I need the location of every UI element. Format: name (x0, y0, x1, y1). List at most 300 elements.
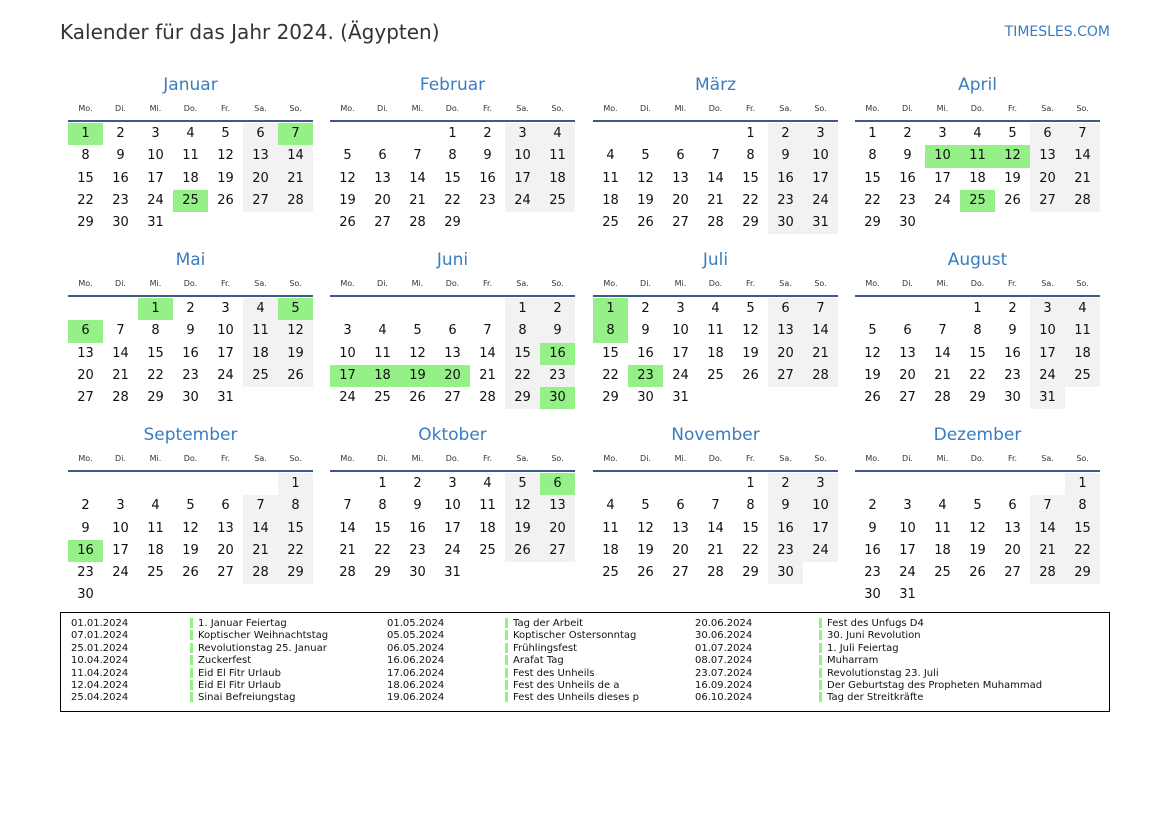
day-cell[interactable]: 13 (672, 170, 689, 186)
day-cell[interactable]: 29 (864, 215, 881, 231)
holiday-day[interactable]: 16 (540, 343, 575, 365)
day-cell[interactable]: 15 (505, 343, 540, 365)
day-cell[interactable]: 22 (374, 542, 391, 558)
day-cell[interactable]: 8 (746, 498, 755, 514)
day-cell[interactable]: 2 (186, 301, 195, 316)
day-cell[interactable]: 11 (934, 520, 951, 536)
day-cell[interactable]: 25 (243, 365, 278, 387)
day-cell[interactable]: 20 (899, 367, 916, 383)
day-cell[interactable]: 7 (1030, 495, 1065, 517)
day-cell[interactable]: 3 (343, 323, 352, 339)
day-cell[interactable]: 5 (343, 148, 352, 164)
day-cell[interactable]: 15 (969, 345, 986, 361)
day-cell[interactable]: 26 (637, 215, 654, 231)
day-cell[interactable]: 13 (1004, 520, 1021, 536)
day-cell[interactable]: 6 (1008, 498, 1017, 514)
day-cell[interactable]: 21 (1065, 168, 1100, 190)
day-cell[interactable]: 25 (707, 367, 724, 383)
day-cell[interactable]: 23 (112, 192, 129, 208)
day-cell[interactable]: 2 (540, 298, 575, 320)
day-cell[interactable]: 24 (899, 565, 916, 581)
day-cell[interactable]: 27 (374, 215, 391, 231)
day-cell[interactable]: 21 (1030, 540, 1065, 562)
day-cell[interactable]: 11 (479, 498, 496, 514)
day-cell[interactable]: 4 (483, 476, 492, 491)
day-cell[interactable]: 24 (803, 190, 838, 212)
day-cell[interactable]: 25 (479, 542, 496, 558)
day-cell[interactable]: 4 (973, 126, 982, 141)
day-cell[interactable]: 28 (409, 215, 426, 231)
day-cell[interactable]: 20 (672, 542, 689, 558)
holiday-day[interactable]: 25 (173, 190, 208, 212)
day-cell[interactable]: 2 (768, 123, 803, 145)
day-cell[interactable]: 8 (151, 323, 160, 339)
day-cell[interactable]: 31 (217, 390, 234, 406)
day-cell[interactable]: 30 (768, 562, 803, 584)
day-cell[interactable]: 26 (1004, 192, 1021, 208)
day-cell[interactable]: 29 (742, 565, 759, 581)
holiday-day[interactable]: 7 (278, 123, 313, 145)
day-cell[interactable]: 26 (969, 565, 986, 581)
day-cell[interactable]: 7 (803, 298, 838, 320)
day-cell[interactable]: 17 (899, 542, 916, 558)
day-cell[interactable]: 5 (186, 498, 195, 514)
day-cell[interactable]: 23 (899, 192, 916, 208)
day-cell[interactable]: 9 (116, 148, 125, 164)
day-cell[interactable]: 11 (602, 170, 619, 186)
day-cell[interactable]: 24 (672, 367, 689, 383)
day-cell[interactable]: 3 (903, 498, 912, 514)
day-cell[interactable]: 5 (1008, 126, 1017, 141)
day-cell[interactable]: 22 (278, 540, 313, 562)
day-cell[interactable]: 3 (448, 476, 457, 491)
day-cell[interactable]: 3 (803, 473, 838, 495)
day-cell[interactable]: 2 (1008, 301, 1017, 316)
day-cell[interactable]: 23 (182, 367, 199, 383)
day-cell[interactable]: 14 (339, 520, 356, 536)
day-cell[interactable]: 14 (707, 170, 724, 186)
day-cell[interactable]: 11 (243, 320, 278, 342)
day-cell[interactable]: 11 (182, 148, 199, 164)
day-cell[interactable]: 30 (112, 215, 129, 231)
day-cell[interactable]: 30 (768, 212, 803, 234)
day-cell[interactable]: 3 (221, 301, 230, 316)
day-cell[interactable]: 23 (768, 190, 803, 212)
day-cell[interactable]: 22 (602, 367, 619, 383)
day-cell[interactable]: 26 (182, 565, 199, 581)
day-cell[interactable]: 19 (182, 542, 199, 558)
day-cell[interactable]: 22 (444, 192, 461, 208)
day-cell[interactable]: 5 (505, 473, 540, 495)
day-cell[interactable]: 5 (221, 126, 230, 141)
day-cell[interactable]: 9 (483, 148, 492, 164)
day-cell[interactable]: 31 (147, 215, 164, 231)
holiday-day[interactable]: 23 (628, 365, 663, 387)
day-cell[interactable]: 14 (278, 145, 313, 167)
day-cell[interactable]: 27 (77, 390, 94, 406)
holiday-day[interactable]: 1 (138, 298, 173, 320)
day-cell[interactable]: 6 (903, 323, 912, 339)
day-cell[interactable]: 21 (479, 367, 496, 383)
day-cell[interactable]: 29 (1065, 562, 1100, 584)
day-cell[interactable]: 24 (339, 390, 356, 406)
day-cell[interactable]: 23 (479, 192, 496, 208)
day-cell[interactable]: 30 (637, 390, 654, 406)
day-cell[interactable]: 18 (707, 345, 724, 361)
day-cell[interactable]: 18 (1065, 343, 1100, 365)
day-cell[interactable]: 16 (409, 520, 426, 536)
day-cell[interactable]: 22 (864, 192, 881, 208)
day-cell[interactable]: 15 (77, 170, 94, 186)
day-cell[interactable]: 13 (217, 520, 234, 536)
day-cell[interactable]: 7 (243, 495, 278, 517)
day-cell[interactable]: 21 (707, 542, 724, 558)
day-cell[interactable]: 19 (637, 192, 654, 208)
day-cell[interactable]: 19 (278, 343, 313, 365)
day-cell[interactable]: 25 (1065, 365, 1100, 387)
day-cell[interactable]: 8 (278, 495, 313, 517)
day-cell[interactable]: 9 (186, 323, 195, 339)
day-cell[interactable]: 17 (505, 168, 540, 190)
day-cell[interactable]: 21 (803, 343, 838, 365)
day-cell[interactable]: 11 (147, 520, 164, 536)
day-cell[interactable]: 1 (868, 126, 877, 141)
day-cell[interactable]: 20 (77, 367, 94, 383)
day-cell[interactable]: 14 (1030, 518, 1065, 540)
day-cell[interactable]: 21 (112, 367, 129, 383)
day-cell[interactable]: 10 (444, 498, 461, 514)
day-cell[interactable]: 23 (768, 540, 803, 562)
day-cell[interactable]: 19 (637, 542, 654, 558)
day-cell[interactable]: 9 (641, 323, 650, 339)
day-cell[interactable]: 18 (243, 343, 278, 365)
day-cell[interactable]: 20 (217, 542, 234, 558)
day-cell[interactable]: 2 (903, 126, 912, 141)
day-cell[interactable]: 12 (969, 520, 986, 536)
day-cell[interactable]: 1 (278, 473, 313, 495)
day-cell[interactable]: 6 (448, 323, 457, 339)
day-cell[interactable]: 15 (278, 518, 313, 540)
day-cell[interactable]: 8 (81, 148, 90, 164)
day-cell[interactable]: 22 (969, 367, 986, 383)
day-cell[interactable]: 29 (444, 215, 461, 231)
day-cell[interactable]: 16 (479, 170, 496, 186)
day-cell[interactable]: 26 (409, 390, 426, 406)
day-cell[interactable]: 28 (707, 565, 724, 581)
day-cell[interactable]: 6 (676, 148, 685, 164)
day-cell[interactable]: 14 (934, 345, 951, 361)
day-cell[interactable]: 27 (672, 215, 689, 231)
day-cell[interactable]: 16 (768, 518, 803, 540)
day-cell[interactable]: 11 (602, 520, 619, 536)
day-cell[interactable]: 28 (934, 390, 951, 406)
day-cell[interactable]: 1 (1065, 473, 1100, 495)
day-cell[interactable]: 5 (641, 148, 650, 164)
day-cell[interactable]: 26 (278, 365, 313, 387)
day-cell[interactable]: 21 (934, 367, 951, 383)
day-cell[interactable]: 10 (339, 345, 356, 361)
day-cell[interactable]: 15 (1065, 518, 1100, 540)
day-cell[interactable]: 20 (672, 192, 689, 208)
day-cell[interactable]: 26 (217, 192, 234, 208)
day-cell[interactable]: 2 (483, 126, 492, 141)
day-cell[interactable]: 4 (1065, 298, 1100, 320)
day-cell[interactable]: 27 (444, 390, 461, 406)
day-cell[interactable]: 23 (409, 542, 426, 558)
day-cell[interactable]: 27 (217, 565, 234, 581)
holiday-day[interactable]: 12 (995, 145, 1030, 167)
day-cell[interactable]: 8 (973, 323, 982, 339)
day-cell[interactable]: 12 (505, 495, 540, 517)
day-cell[interactable]: 26 (505, 540, 540, 562)
day-cell[interactable]: 15 (147, 345, 164, 361)
day-cell[interactable]: 4 (151, 498, 160, 514)
day-cell[interactable]: 18 (602, 542, 619, 558)
day-cell[interactable]: 20 (243, 168, 278, 190)
day-cell[interactable]: 4 (938, 498, 947, 514)
day-cell[interactable]: 12 (637, 170, 654, 186)
day-cell[interactable]: 14 (112, 345, 129, 361)
day-cell[interactable]: 27 (1004, 565, 1021, 581)
day-cell[interactable]: 4 (606, 498, 615, 514)
day-cell[interactable]: 9 (540, 320, 575, 342)
day-cell[interactable]: 21 (707, 192, 724, 208)
day-cell[interactable]: 29 (742, 215, 759, 231)
day-cell[interactable]: 25 (374, 390, 391, 406)
day-cell[interactable]: 25 (602, 215, 619, 231)
day-cell[interactable]: 3 (505, 123, 540, 145)
day-cell[interactable]: 24 (1030, 365, 1065, 387)
day-cell[interactable]: 24 (803, 540, 838, 562)
day-cell[interactable]: 11 (1065, 320, 1100, 342)
day-cell[interactable]: 28 (803, 365, 838, 387)
day-cell[interactable]: 30 (864, 587, 881, 603)
day-cell[interactable]: 6 (243, 123, 278, 145)
day-cell[interactable]: 12 (278, 320, 313, 342)
day-cell[interactable]: 10 (505, 145, 540, 167)
holiday-day[interactable]: 11 (960, 145, 995, 167)
day-cell[interactable]: 17 (672, 345, 689, 361)
day-cell[interactable]: 21 (278, 168, 313, 190)
day-cell[interactable]: 2 (413, 476, 422, 491)
day-cell[interactable]: 17 (1030, 343, 1065, 365)
holiday-day[interactable]: 6 (540, 473, 575, 495)
day-cell[interactable]: 18 (479, 520, 496, 536)
day-cell[interactable]: 13 (243, 145, 278, 167)
day-cell[interactable]: 4 (378, 323, 387, 339)
day-cell[interactable]: 14 (243, 518, 278, 540)
day-cell[interactable]: 27 (899, 390, 916, 406)
day-cell[interactable]: 22 (77, 192, 94, 208)
day-cell[interactable]: 27 (768, 365, 803, 387)
day-cell[interactable]: 19 (339, 192, 356, 208)
day-cell[interactable]: 20 (1030, 168, 1065, 190)
day-cell[interactable]: 31 (1030, 387, 1065, 409)
day-cell[interactable]: 16 (637, 345, 654, 361)
holiday-day[interactable]: 17 (330, 365, 365, 387)
day-cell[interactable]: 16 (182, 345, 199, 361)
day-cell[interactable]: 7 (116, 323, 125, 339)
holiday-day[interactable]: 16 (68, 540, 103, 562)
day-cell[interactable]: 10 (217, 323, 234, 339)
holiday-day[interactable]: 10 (925, 145, 960, 167)
day-cell[interactable]: 14 (803, 320, 838, 342)
day-cell[interactable]: 25 (147, 565, 164, 581)
day-cell[interactable]: 8 (1065, 495, 1100, 517)
day-cell[interactable]: 22 (147, 367, 164, 383)
day-cell[interactable]: 16 (112, 170, 129, 186)
day-cell[interactable]: 1 (973, 301, 982, 316)
day-cell[interactable]: 31 (803, 212, 838, 234)
day-cell[interactable]: 21 (409, 192, 426, 208)
day-cell[interactable]: 28 (278, 190, 313, 212)
day-cell[interactable]: 9 (768, 145, 803, 167)
day-cell[interactable]: 6 (1030, 123, 1065, 145)
day-cell[interactable]: 2 (641, 301, 650, 316)
holiday-day[interactable]: 1 (593, 298, 628, 320)
day-cell[interactable]: 12 (864, 345, 881, 361)
day-cell[interactable]: 15 (444, 170, 461, 186)
day-cell[interactable]: 17 (217, 345, 234, 361)
day-cell[interactable]: 30 (899, 215, 916, 231)
day-cell[interactable]: 17 (147, 170, 164, 186)
day-cell[interactable]: 1 (378, 476, 387, 491)
day-cell[interactable]: 9 (413, 498, 422, 514)
day-cell[interactable]: 7 (1065, 123, 1100, 145)
day-cell[interactable]: 20 (768, 343, 803, 365)
day-cell[interactable]: 30 (182, 390, 199, 406)
day-cell[interactable]: 20 (540, 518, 575, 540)
day-cell[interactable]: 15 (602, 345, 619, 361)
day-cell[interactable]: 13 (899, 345, 916, 361)
day-cell[interactable]: 25 (602, 565, 619, 581)
day-cell[interactable]: 22 (742, 542, 759, 558)
holiday-day[interactable]: 5 (278, 298, 313, 320)
day-cell[interactable]: 17 (112, 542, 129, 558)
day-cell[interactable]: 7 (343, 498, 352, 514)
day-cell[interactable]: 1 (746, 476, 755, 491)
day-cell[interactable]: 8 (378, 498, 387, 514)
day-cell[interactable]: 4 (186, 126, 195, 141)
day-cell[interactable]: 24 (217, 367, 234, 383)
day-cell[interactable]: 3 (1030, 298, 1065, 320)
day-cell[interactable]: 11 (707, 323, 724, 339)
day-cell[interactable]: 12 (339, 170, 356, 186)
day-cell[interactable]: 13 (444, 345, 461, 361)
day-cell[interactable]: 28 (339, 565, 356, 581)
day-cell[interactable]: 23 (540, 365, 575, 387)
day-cell[interactable]: 3 (803, 123, 838, 145)
day-cell[interactable]: 4 (711, 301, 720, 316)
day-cell[interactable]: 27 (243, 190, 278, 212)
day-cell[interactable]: 6 (221, 498, 230, 514)
day-cell[interactable]: 3 (151, 126, 160, 141)
day-cell[interactable]: 16 (768, 168, 803, 190)
day-cell[interactable]: 28 (1030, 562, 1065, 584)
day-cell[interactable]: 19 (969, 542, 986, 558)
day-cell[interactable]: 3 (676, 301, 685, 316)
day-cell[interactable]: 9 (768, 495, 803, 517)
holiday-day[interactable]: 18 (365, 365, 400, 387)
day-cell[interactable]: 29 (602, 390, 619, 406)
day-cell[interactable]: 9 (868, 520, 877, 536)
day-cell[interactable]: 23 (864, 565, 881, 581)
day-cell[interactable]: 27 (1030, 190, 1065, 212)
day-cell[interactable]: 6 (676, 498, 685, 514)
day-cell[interactable]: 25 (540, 190, 575, 212)
day-cell[interactable]: 25 (934, 565, 951, 581)
day-cell[interactable]: 5 (413, 323, 422, 339)
day-cell[interactable]: 26 (742, 367, 759, 383)
day-cell[interactable]: 13 (1030, 145, 1065, 167)
day-cell[interactable]: 16 (1004, 345, 1021, 361)
day-cell[interactable]: 18 (182, 170, 199, 186)
day-cell[interactable]: 18 (969, 170, 986, 186)
day-cell[interactable]: 29 (969, 390, 986, 406)
day-cell[interactable]: 5 (973, 498, 982, 514)
day-cell[interactable]: 15 (742, 170, 759, 186)
day-cell[interactable]: 14 (409, 170, 426, 186)
day-cell[interactable]: 28 (1065, 190, 1100, 212)
day-cell[interactable]: 2 (768, 473, 803, 495)
day-cell[interactable]: 2 (868, 498, 877, 514)
day-cell[interactable]: 5 (746, 301, 755, 316)
day-cell[interactable]: 8 (746, 148, 755, 164)
day-cell[interactable]: 29 (77, 215, 94, 231)
day-cell[interactable]: 24 (934, 192, 951, 208)
day-cell[interactable]: 1 (448, 126, 457, 141)
day-cell[interactable]: 30 (1004, 390, 1021, 406)
day-cell[interactable]: 9 (81, 520, 90, 536)
day-cell[interactable]: 27 (672, 565, 689, 581)
day-cell[interactable]: 31 (444, 565, 461, 581)
day-cell[interactable]: 8 (505, 320, 540, 342)
day-cell[interactable]: 21 (243, 540, 278, 562)
day-cell[interactable]: 3 (116, 498, 125, 514)
day-cell[interactable]: 8 (448, 148, 457, 164)
day-cell[interactable]: 13 (672, 520, 689, 536)
day-cell[interactable]: 17 (803, 168, 838, 190)
holiday-day[interactable]: 30 (540, 387, 575, 409)
day-cell[interactable]: 7 (413, 148, 422, 164)
day-cell[interactable]: 18 (934, 542, 951, 558)
day-cell[interactable]: 10 (672, 323, 689, 339)
day-cell[interactable]: 30 (77, 587, 94, 603)
day-cell[interactable]: 2 (116, 126, 125, 141)
day-cell[interactable]: 13 (768, 320, 803, 342)
day-cell[interactable]: 10 (112, 520, 129, 536)
day-cell[interactable]: 5 (641, 498, 650, 514)
day-cell[interactable]: 24 (147, 192, 164, 208)
holiday-day[interactable]: 8 (593, 320, 628, 342)
day-cell[interactable]: 5 (868, 323, 877, 339)
day-cell[interactable]: 4 (606, 148, 615, 164)
day-cell[interactable]: 3 (938, 126, 947, 141)
day-cell[interactable]: 8 (868, 148, 877, 164)
day-cell[interactable]: 1 (746, 126, 755, 141)
day-cell[interactable]: 15 (864, 170, 881, 186)
day-cell[interactable]: 16 (864, 542, 881, 558)
day-cell[interactable]: 26 (864, 390, 881, 406)
day-cell[interactable]: 15 (374, 520, 391, 536)
holiday-day[interactable]: 6 (68, 320, 103, 342)
day-cell[interactable]: 1 (505, 298, 540, 320)
day-cell[interactable]: 28 (112, 390, 129, 406)
day-cell[interactable]: 12 (409, 345, 426, 361)
day-cell[interactable]: 20 (1004, 542, 1021, 558)
day-cell[interactable]: 17 (444, 520, 461, 536)
day-cell[interactable]: 18 (540, 168, 575, 190)
